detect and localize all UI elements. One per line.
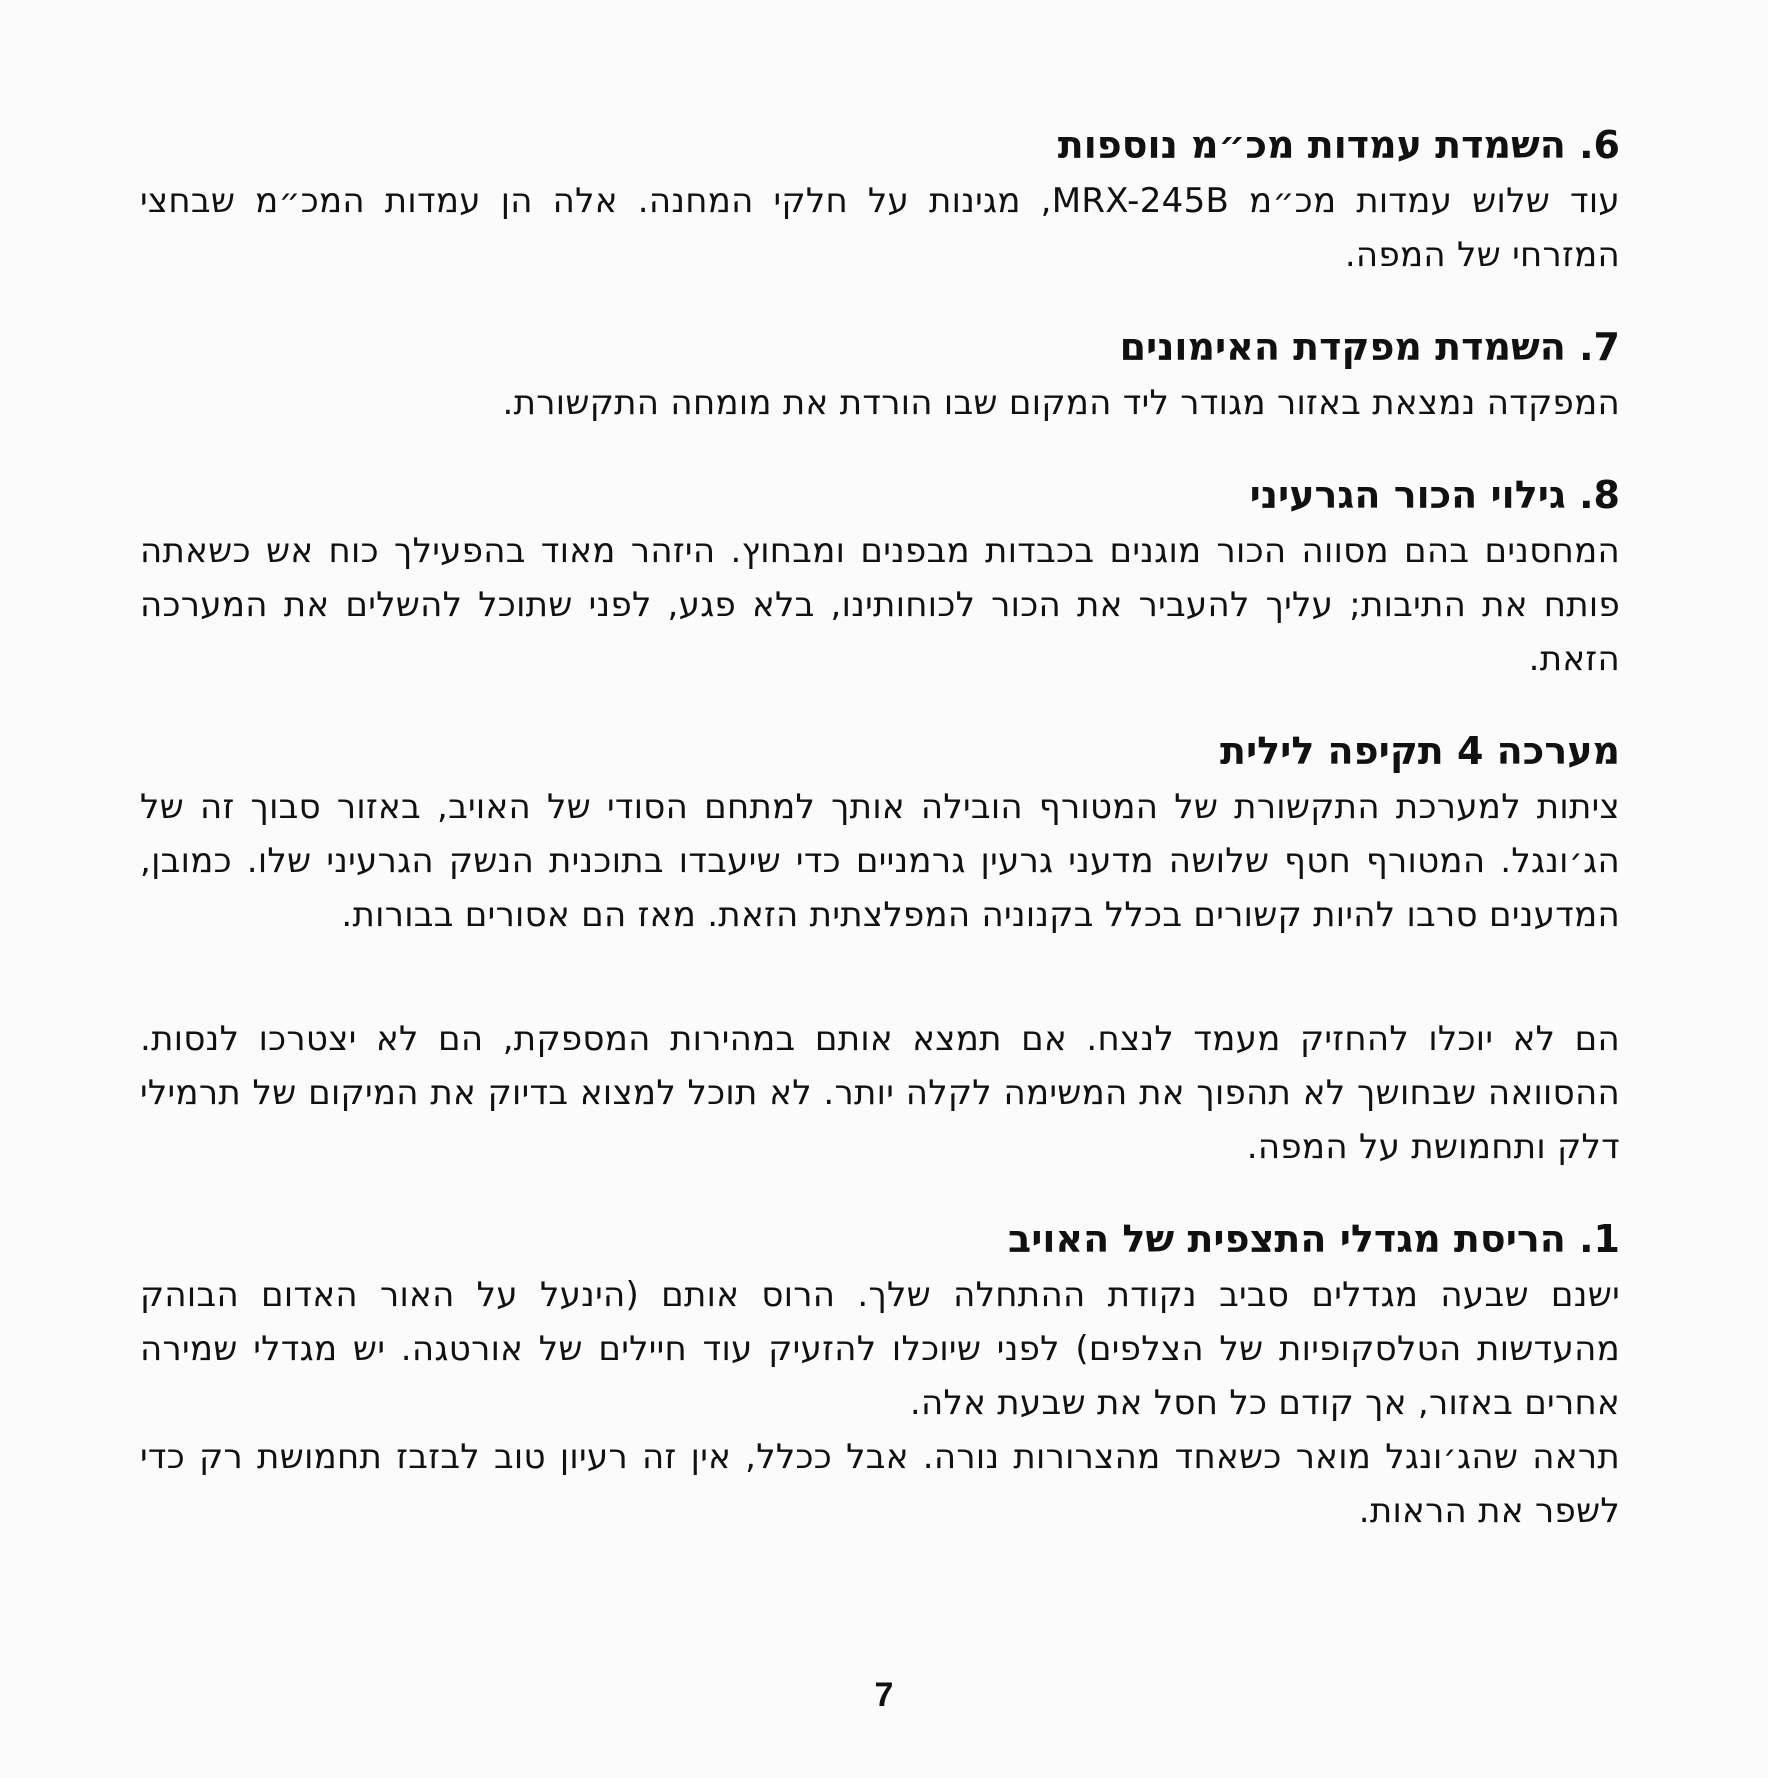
section-destroy-training-hq [140, 322, 1620, 430]
campaign-title: מערכה 4 תקיפה לילית [1220, 729, 1620, 773]
section-paragraph: המחסנים בהם מסווה הכור מוגנים בכבדות מבפנים ומבחוץ. היזהר מאוד בהפעילך כוח אש כשאתה פותח את התיבות; עליך להעביר את הכור לכוחותינו, בלא פגע, לפני שתוכל להשלים את המערכה הזאת. [140, 531, 1620, 679]
section-heading: 6. השמדת עמדות מכ״מ נוספות [1057, 123, 1620, 167]
section-paragraph: עוד שלוש עמדות מכ״מ MRX-245B, מגינות על חלקי המחנה. אלה הן עמדות המכ״מ שבחצי המזרחי של המפה. [140, 181, 1620, 275]
section-paragraph: ישנם שבעה מגדלים סביב נקודת ההתחלה שלך. הרוס אותם (הינעל על האור האדום הבוהק מהעדשות הטלסקופיות של הצלפים) לפני שיוכלו להזעיק עוד חיילים של אורטגה. יש מגדלי שמירה אחרים באזור, אך קודם כל חסל את שבעת אלה. [140, 1275, 1620, 1423]
section-heading: 1. הריסת מגדלי התצפית של האויב [1008, 1217, 1620, 1261]
section-destroy-towers [140, 1214, 1620, 1538]
section-paragraph: המפקדה נמצאת באזור מגודר ליד המקום שבו הורדת את מומחה התקשורת. [502, 383, 1620, 423]
section-destroy-radar [140, 120, 1620, 282]
section-campaign-4-continued [140, 1012, 1620, 1174]
section-paragraph: תראה שהג׳ונגל מואר כשאחד מהצרורות נורה. אבל ככלל, אין זה רעיון טוב לבזבז תחמושת רק כדי לשפר את הראות. [140, 1437, 1620, 1531]
page-number: 7 [874, 1676, 894, 1714]
section-heading: 8. גילוי הכור הגרעיני [1249, 473, 1620, 517]
section-campaign-4 [140, 726, 1620, 942]
section-paragraph: ציתות למערכת התקשורת של המטורף הובילה אותך למתחם הסודי של האויב, באזור סבוך זה של הג׳ונגל. המטורף חטף שלושה מדעני גרעין גרמניים כדי שיעבדו בתוכנית הנשק הגרעיני שלו. כמובן, המדענים סרבו להיות קשורים בכלל בקנוניה המפלצתית הזאת. מאז הם אסורים בבורות. [140, 787, 1620, 935]
section-discover-reactor [140, 470, 1620, 686]
section-paragraph: הם לא יוכלו להחזיק מעמד לנצח. אם תמצא אותם במהירות המספקת, הם לא יצטרכו לנסות. ההסוואה שבחושך לא תהפוך את המשימה לקלה יותר. לא תוכל למצוא בדיוק את המיקום של תרמילי דלק ותחמושת על המפה. [140, 1019, 1620, 1167]
document-page [140, 120, 1620, 1578]
section-heading: 7. השמדת מפקדת האימונים [1119, 325, 1620, 369]
